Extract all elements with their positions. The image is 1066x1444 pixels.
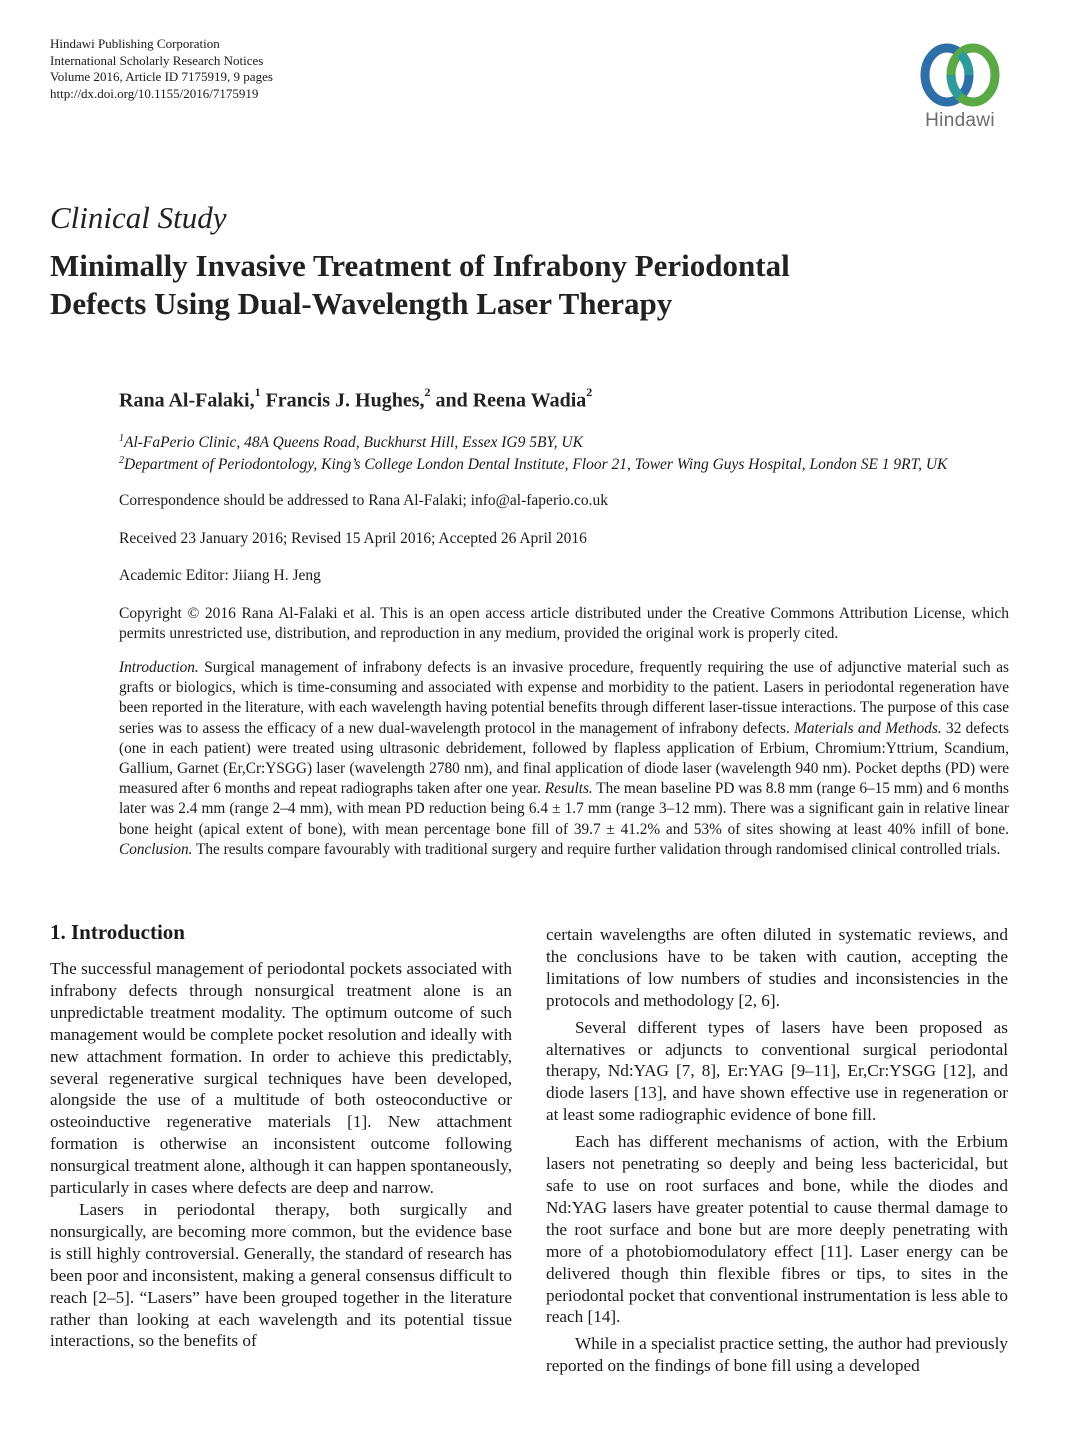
body-column-left [50,958,512,1352]
paragraph: While in a specialist practice setting, the author had previously reported on the findings of bone fill using a developed [546,1334,1008,1376]
abstract [119,658,1009,860]
abstract-conclusion-text: The results compare favourably with traditional surgery and require further validation through randomised clinical controlled trials. [192,840,1001,858]
publication-dates: Received 23 January 2016; Revised 15 April 2016; Accepted 26 April 2016 [119,530,587,547]
article-type: Clinical Study [50,200,227,235]
author-affiliation-mark: 2 [586,385,593,399]
abstract-methods-text: 32 defects (one in each patient) were treated using ultrasonic debridement, followed by flapless application of Erbium, Chromium:Yttrium, Scandium, Gallium, Garnet (Er,Cr:YSGG) laser (wavelength 2780 nm), and final application of diode laser (wavelength 940 nm). Pocket depths (PD) were measured after 6 months and repeat radiographs taken after one year. [119,719,1009,798]
author-separator: and [430,389,473,412]
abstract-results-label: Results. [544,780,593,798]
affiliation-text: Department of Periodontology, King’s College London Dental Institute, Floor 21, Tower Wing Guys Hospital, London SE 1 9RT, UK [124,456,948,474]
publisher: Hindawi Publishing Corporation [50,36,220,51]
title-line-1: Minimally Invasive Treatment of Infrabony Periodontal [50,248,790,283]
article-title [50,247,950,323]
author-affiliation-mark: 2 [424,385,431,399]
hindawi-logo [908,38,1012,142]
abstract-intro-text: Surgical management of infrabony defects is an invasive procedure, frequently requiring the use of adjunctive material such as grafts or biologics, which is time-consuming and associated with expense and morbidity to the patient. Lasers in periodontal regeneration have been reported in the literature, with each wavelength having potential benefits through different laser-tissue interactions. The purpose of this case series was to assess the efficacy of a new dual-wavelength protocol in the management of infrabony defects. [119,659,1009,737]
journal-name: International Scholarly Research Notices [50,52,264,68]
paragraph: Each has different mechanisms of action, with the Erbium lasers not penetrating so deeply and being less bactericidal, but safe to use on root surfaces and bone, while the diodes and Nd:YAG lasers have greater potential to cause thermal damage to the root surface and bone but are more deeply penetrating with more of a photobiomodulatory effect [11]. Laser energy can be delivered though thin flexible fibres or tips, to sites in the periodontal pocket that conventional instrumentation is less able to reach [14]. [546,1132,1008,1327]
author-name: Francis J. Hughes, [265,389,425,412]
author-affiliation-mark: 1 [254,385,261,399]
author-list [119,385,593,413]
author-name: Rana Al-Falaki, [119,389,255,412]
abstract-methods-label: Materials and Methods. [794,719,942,737]
copyright-notice: Copyright © 2016 Rana Al-Falaki et al. This is an open access article distributed under the Creative Commons Attribution License, which permits unrestricted use, distribution, and reproduction in any medium, provided the original work is properly cited. [119,605,1009,642]
correspondence: Correspondence should be addressed to Rana Al-Falaki; info@al-faperio.co.uk [119,492,609,509]
affiliation-text: Al-FaPerio Clinic, 48A Queens Road, Buckhurst Hill, Essex IG9 5BY, UK [124,434,583,452]
volume-info: Volume 2016, Article ID 7175919, 9 pages [50,69,273,84]
paragraph: Lasers in periodontal therapy, both surgically and nonsurgically, are becoming more common, but the evidence base is still highly controversial. Generally, the standard of research has been poor and inconsistent, making a general consensus difficult to reach [2–5]. “Lasers” have been grouped together in the literature rather than looking at each wavelength and its potential tissue interactions, so the benefits of [50,1199,512,1351]
journal-header [50,36,273,102]
section-heading: 1. Introduction [50,920,185,944]
author-name: Reena Wadia [472,389,587,412]
academic-editor: Academic Editor: Jiiang H. Jeng [119,567,321,584]
affiliation-2 [119,455,947,474]
doi-link[interactable]: http://dx.doi.org/10.1155/2016/7175919 [50,85,259,101]
affiliation-mark: 1 [119,433,124,444]
abstract-intro-label: Introduction. [119,659,199,676]
affiliation-1 [119,433,583,452]
affiliation-mark: 2 [119,455,124,466]
title-line-2: Defects Using Dual-Wavelength Laser Therapy [50,286,673,321]
paragraph: Several different types of lasers have been proposed as alternatives or adjuncts to conventional surgical periodontal therapy, Nd:YAG [7, 8], Er:YAG [9–11], Er,Cr:YSGG [12], and diode lasers [13], and have shown effective use in regeneration or at least some radiographic evidence of bone fill. [546,1017,1008,1125]
paragraph: certain wavelengths are often diluted in systematic reviews, and the conclusions have to be taken with caution, accepting the limitations of low numbers of studies and inconsistencies in the protocols and methodology [2, 6]. [546,925,1008,1010]
logo-text: Hindawi [925,110,995,131]
hindawi-rings-icon [917,38,1003,112]
abstract-conclusion-label: Conclusion. [119,840,193,858]
abstract-results-text: The mean baseline PD was 8.8 mm (range 6–15 mm) and 6 months later was 2.4 mm (range 2–4 mm), with mean PD reduction being 6.4 ± 1.7 mm (range 3–12 mm). There was a significant gain in relative linear bone height (apical extent of bone), with mean percentage bone fill of 39.7 ± 41.2% and 53% of sites showing at least 40% infill of bone. [119,780,1009,838]
body-column-right [546,924,1008,1377]
paragraph: The successful management of periodontal pockets associated with infrabony defects through nonsurgical treatment alone is an unpredictable treatment modality. The optimum outcome of such management would be complete pocket resolution and ideally with new attachment formation. In order to achieve this predictably, several regenerative surgical techniques have been developed, alongside the use of a multitude of both osteoconductive or osteoinductive regenerative materials [1]. New attachment formation is otherwise an inconsistent outcome following nonsurgical treatment alone, although it can happen spontaneously, particularly in cases where defects are deep and narrow. [50,959,512,1198]
